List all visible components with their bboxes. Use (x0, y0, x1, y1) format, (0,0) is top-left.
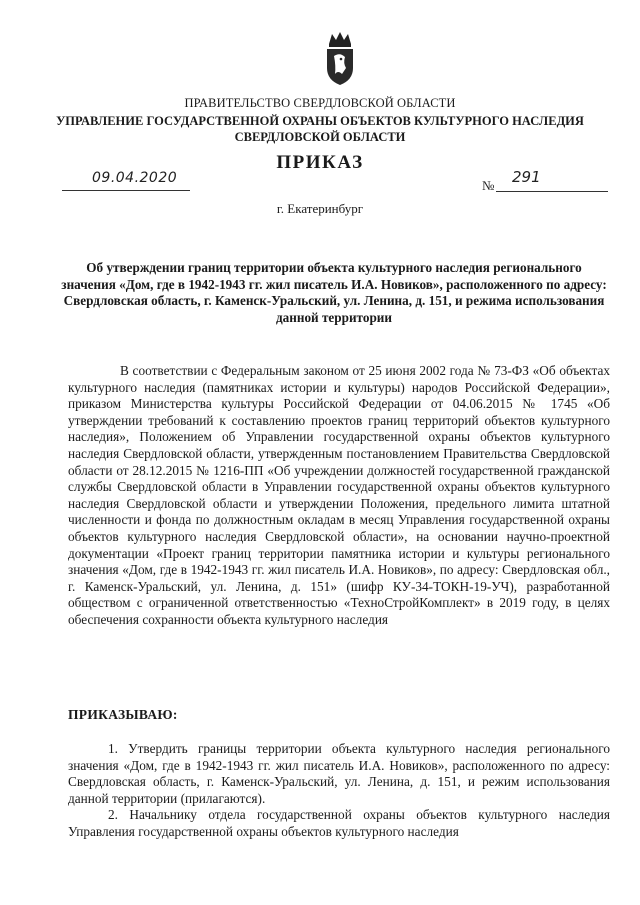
coat-of-arms-icon (323, 30, 357, 86)
order-item-2: 2. Начальнику отдела государственной охраны объектов культурного наследия Управления государственной охраны объектов культурного наследия (68, 807, 610, 839)
government-name: ПРАВИТЕЛЬСТВО СВЕРДЛОВСКОЙ ОБЛАСТИ (184, 96, 456, 110)
number-underline (496, 191, 608, 192)
number-label: № (482, 178, 495, 193)
order-date: 09.04.2020 (92, 170, 178, 186)
city: г. Екатеринбург (276, 201, 364, 216)
preamble-paragraph: В соответствии с Федеральным законом от 25 июня 2002 года № 73-ФЗ «Об объектах культурного наследия (памятниках истории и культуры) народов Российской Федерации», приказом Министерства культуры Российской Федерации от 04.06.2015 № 1745 «Об утверждении требований к составлению проектов границ территорий объектов культурного наследия», Положением об Управлении государственной охраны объектов культурного наследия Свердловской области, утвержденным постановлением Правительства Свердловской области от 28.12.2015 № 1216-ПП «Об учреждении должностей государственной гражданской службы Свердловской области в Управлении государственной охраны объектов культурного наследия Свердловской области и утверждении Положения, предельного лимита штатной численности и фонда по должностным окладам в месяц Управления государственной охраны объектов культурного наследия Свердловской области», на основании научно-проектной документации «Проект границ территории памятника истории и культуры регионального значения «Дом, где в 1942-1943 гг. жил писатель И.А. Новиков», по адресу: Свердловская обл., г. Каменск-Уральский, ул. Ленина, д. 151» (шифр КУ-34-ТОКН-19-УЧ), разработанной обществом с ограниченной ответственностью «ТехноСтройКомплект» в 2019 году, в целях обеспечения сохранности объекта культурного наследия (68, 363, 610, 627)
department-line-1: УПРАВЛЕНИЕ ГОСУДАРСТВЕННОЙ ОХРАНЫ ОБЪЕКТОВ КУЛЬТУРНОГО НАСЛЕДИЯ (56, 114, 584, 128)
preamble (68, 363, 610, 629)
order-heading: ПРИКАЗЫВАЮ: (68, 707, 178, 722)
department-line-2: СВЕРДЛОВСКОЙ ОБЛАСТИ (234, 130, 406, 144)
date-underline (62, 190, 190, 191)
order-items (68, 741, 610, 841)
order-number: 291 (512, 168, 541, 186)
order-item-1: 1. Утвердить границы территории объекта культурного наследия регионального значения «Дом, где в 1942-1943 гг. жил писатель И.А. Новиков», расположенного по адресу: Свердловская область, г. Каменск-Уральский, ул. Ленина, д. 151, и режим использования данной территории (прилагаются). (68, 741, 610, 806)
document-title: ПРИКАЗ (276, 152, 364, 173)
department-name (0, 113, 640, 145)
order-subject: Об утверждении границ территории объекта культурного наследия регионального значения «Дом, где в 1942-1943 гг. жил писатель И.А. Новиков», расположенного по адресу: Свердловская область, г. Каменск-Уральский, ул. Ленина, д. 151, и режима использования данной территории (61, 260, 607, 325)
